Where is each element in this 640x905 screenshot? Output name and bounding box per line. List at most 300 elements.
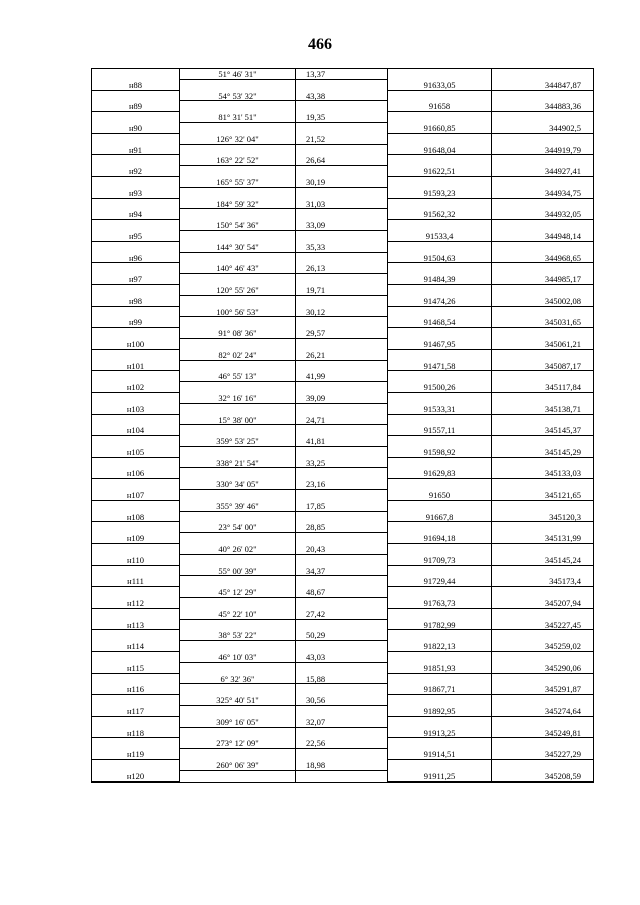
empty-cell: [492, 242, 593, 253]
point-row: [92, 188, 593, 199]
segment-row: [92, 177, 593, 188]
distance-cell: 50,29: [296, 630, 388, 641]
point-name-cell: н96: [92, 253, 180, 264]
y-coordinate-cell: 345031,65: [492, 317, 593, 328]
empty-cell: [92, 371, 180, 382]
empty-cell: [296, 361, 388, 372]
empty-cell: [180, 663, 296, 674]
bearing-cell: 163° 22' 52": [180, 155, 296, 166]
empty-cell: [296, 317, 388, 328]
empty-cell: [180, 684, 296, 695]
segment-row: [92, 674, 593, 685]
empty-cell: [92, 760, 180, 771]
distance-cell: 43,03: [296, 652, 388, 663]
distance-cell: 31,03: [296, 199, 388, 210]
empty-cell: [180, 728, 296, 739]
x-coordinate-cell: 91822,13: [388, 641, 492, 652]
bearing-cell: 46° 55' 13": [180, 371, 296, 382]
segment-row: [92, 112, 593, 123]
segment-row: [92, 307, 593, 318]
empty-cell: [92, 263, 180, 274]
point-row: [92, 166, 593, 177]
y-coordinate-cell: 344968,65: [492, 253, 593, 264]
point-row: [92, 771, 593, 782]
segment-row: [92, 544, 593, 555]
empty-cell: [388, 134, 492, 145]
bearing-cell: 140° 46' 43": [180, 263, 296, 274]
empty-cell: [180, 771, 296, 782]
bearing-cell: 82° 02' 24": [180, 350, 296, 361]
segment-row: [92, 220, 593, 231]
point-row: [92, 490, 593, 501]
empty-cell: [180, 145, 296, 156]
point-row: [92, 339, 593, 350]
bearing-cell: 144° 30' 54": [180, 242, 296, 253]
distance-cell: 26,13: [296, 263, 388, 274]
empty-cell: [492, 263, 593, 274]
point-name-cell: н117: [92, 706, 180, 717]
empty-cell: [180, 706, 296, 717]
distance-cell: 30,19: [296, 177, 388, 188]
empty-cell: [492, 177, 593, 188]
distance-cell: 27,42: [296, 609, 388, 620]
point-row: [92, 101, 593, 112]
empty-cell: [92, 242, 180, 253]
empty-cell: [388, 760, 492, 771]
segment-row: [92, 458, 593, 469]
empty-cell: [180, 253, 296, 264]
point-name-cell: н114: [92, 641, 180, 652]
empty-cell: [180, 576, 296, 587]
empty-cell: [388, 436, 492, 447]
empty-cell: [296, 555, 388, 566]
empty-cell: [388, 479, 492, 490]
empty-cell: [92, 630, 180, 641]
point-row: [92, 555, 593, 566]
empty-cell: [492, 436, 593, 447]
point-name-cell: н118: [92, 728, 180, 739]
y-coordinate-cell: 344934,75: [492, 188, 593, 199]
y-coordinate-cell: 345117,84: [492, 382, 593, 393]
empty-cell: [492, 760, 593, 771]
bearing-cell: 273° 12' 09": [180, 738, 296, 749]
empty-cell: [388, 522, 492, 533]
y-coordinate-cell: 345227,45: [492, 620, 593, 631]
y-coordinate-cell: 345291,87: [492, 684, 593, 695]
segment-row: [92, 609, 593, 620]
empty-cell: [296, 533, 388, 544]
point-row: [92, 231, 593, 242]
y-coordinate-cell: 345133,03: [492, 468, 593, 479]
empty-cell: [388, 393, 492, 404]
point-name-cell: н97: [92, 274, 180, 285]
empty-cell: [388, 242, 492, 253]
empty-cell: [92, 328, 180, 339]
page-number: 466: [308, 36, 332, 53]
empty-cell: [92, 501, 180, 512]
point-name-cell: н91: [92, 145, 180, 156]
empty-cell: [92, 566, 180, 577]
empty-cell: [388, 155, 492, 166]
bearing-cell: 15° 38' 00": [180, 415, 296, 426]
point-row: [92, 425, 593, 436]
empty-cell: [296, 512, 388, 523]
coordinates-table: [91, 68, 594, 783]
empty-cell: [492, 652, 593, 663]
distance-cell: 43,38: [296, 91, 388, 102]
point-name-cell: н111: [92, 576, 180, 587]
segment-row: [92, 242, 593, 253]
empty-cell: [388, 609, 492, 620]
distance-cell: 21,52: [296, 134, 388, 145]
empty-cell: [388, 566, 492, 577]
empty-cell: [388, 307, 492, 318]
y-coordinate-cell: 344927,41: [492, 166, 593, 177]
empty-cell: [180, 490, 296, 501]
empty-cell: [492, 674, 593, 685]
empty-cell: [296, 209, 388, 220]
x-coordinate-cell: 91593,23: [388, 188, 492, 199]
point-name-cell: н102: [92, 382, 180, 393]
y-coordinate-cell: 345290,06: [492, 663, 593, 674]
empty-cell: [492, 307, 593, 318]
empty-cell: [92, 350, 180, 361]
empty-cell: [92, 112, 180, 123]
empty-cell: [180, 274, 296, 285]
segment-row: [92, 263, 593, 274]
empty-cell: [92, 436, 180, 447]
distance-cell: 18,98: [296, 760, 388, 771]
empty-cell: [92, 674, 180, 685]
distance-cell: 26,21: [296, 350, 388, 361]
x-coordinate-cell: 91851,93: [388, 663, 492, 674]
segment-row: [92, 328, 593, 339]
x-coordinate-cell: 91562,32: [388, 209, 492, 220]
point-name-cell: н113: [92, 620, 180, 631]
empty-cell: [180, 620, 296, 631]
x-coordinate-cell: 91660,85: [388, 123, 492, 134]
empty-cell: [92, 695, 180, 706]
bearing-cell: 45° 12' 29": [180, 587, 296, 598]
empty-cell: [296, 641, 388, 652]
x-coordinate-cell: 91694,18: [388, 533, 492, 544]
empty-cell: [180, 447, 296, 458]
y-coordinate-cell: 345087,17: [492, 361, 593, 372]
empty-cell: [92, 522, 180, 533]
x-coordinate-cell: 91782,99: [388, 620, 492, 631]
distance-cell: 29,57: [296, 328, 388, 339]
empty-cell: [180, 598, 296, 609]
point-name-cell: н90: [92, 123, 180, 134]
segment-row: [92, 522, 593, 533]
y-coordinate-cell: 344883,36: [492, 101, 593, 112]
empty-cell: [180, 468, 296, 479]
distance-cell: 15,88: [296, 674, 388, 685]
x-coordinate-cell: 91892,95: [388, 706, 492, 717]
point-name-cell: н98: [92, 296, 180, 307]
point-name-cell: н89: [92, 101, 180, 112]
segment-row: [92, 134, 593, 145]
empty-cell: [92, 393, 180, 404]
empty-cell: [492, 479, 593, 490]
empty-cell: [180, 296, 296, 307]
distance-cell: 33,25: [296, 458, 388, 469]
empty-cell: [492, 91, 593, 102]
empty-cell: [388, 738, 492, 749]
point-row: [92, 468, 593, 479]
empty-cell: [492, 522, 593, 533]
empty-cell: [388, 285, 492, 296]
empty-cell: [388, 263, 492, 274]
empty-cell: [296, 576, 388, 587]
segment-row: [92, 415, 593, 426]
point-name-cell: н103: [92, 404, 180, 415]
empty-cell: [388, 199, 492, 210]
y-coordinate-cell: 345145,37: [492, 425, 593, 436]
empty-cell: [180, 80, 296, 91]
distance-cell: 35,33: [296, 242, 388, 253]
empty-cell: [492, 717, 593, 728]
empty-cell: [492, 393, 593, 404]
empty-cell: [388, 328, 492, 339]
segment-row: [92, 155, 593, 166]
point-name-cell: н115: [92, 663, 180, 674]
segment-row: [92, 285, 593, 296]
empty-cell: [492, 544, 593, 555]
point-name-cell: н92: [92, 166, 180, 177]
bearing-cell: 260° 06' 39": [180, 760, 296, 771]
distance-cell: 41,81: [296, 436, 388, 447]
empty-cell: [92, 717, 180, 728]
point-name-cell: н108: [92, 512, 180, 523]
empty-cell: [92, 587, 180, 598]
empty-cell: [180, 641, 296, 652]
empty-cell: [180, 123, 296, 134]
x-coordinate-cell: 91474,26: [388, 296, 492, 307]
y-coordinate-cell: 345145,24: [492, 555, 593, 566]
point-row: [92, 749, 593, 760]
bearing-cell: 91° 08' 36": [180, 328, 296, 339]
empty-cell: [92, 155, 180, 166]
bearing-cell: 330° 34' 05": [180, 479, 296, 490]
y-coordinate-cell: 345259,02: [492, 641, 593, 652]
y-coordinate-cell: 345121,65: [492, 490, 593, 501]
point-row: [92, 728, 593, 739]
empty-cell: [492, 695, 593, 706]
empty-cell: [92, 134, 180, 145]
empty-cell: [180, 339, 296, 350]
bearing-cell: 40° 26' 02": [180, 544, 296, 555]
empty-cell: [180, 533, 296, 544]
x-coordinate-cell: 91533,4: [388, 231, 492, 242]
empty-cell: [492, 609, 593, 620]
empty-cell: [388, 674, 492, 685]
point-name-cell: н88: [92, 80, 180, 91]
empty-cell: [180, 512, 296, 523]
empty-cell: [388, 630, 492, 641]
empty-cell: [92, 609, 180, 620]
empty-cell: [492, 587, 593, 598]
x-coordinate-cell: 91557,11: [388, 425, 492, 436]
empty-cell: [296, 771, 388, 782]
y-coordinate-cell: 345227,29: [492, 749, 593, 760]
distance-cell: 30,12: [296, 307, 388, 318]
point-row: [92, 296, 593, 307]
distance-cell: 13,37: [296, 69, 388, 80]
y-coordinate-cell: 345145,29: [492, 447, 593, 458]
point-row: [92, 620, 593, 631]
empty-cell: [296, 447, 388, 458]
distance-cell: 32,07: [296, 717, 388, 728]
y-coordinate-cell: 344919,79: [492, 145, 593, 156]
x-coordinate-cell: 91911,25: [388, 771, 492, 782]
point-row: [92, 684, 593, 695]
distance-cell: 41,99: [296, 371, 388, 382]
empty-cell: [492, 112, 593, 123]
empty-cell: [92, 91, 180, 102]
empty-cell: [180, 555, 296, 566]
x-coordinate-cell: 91500,26: [388, 382, 492, 393]
y-coordinate-cell: 345207,94: [492, 598, 593, 609]
distance-cell: 33,09: [296, 220, 388, 231]
x-coordinate-cell: 91867,71: [388, 684, 492, 695]
empty-cell: [92, 307, 180, 318]
segment-row: [92, 91, 593, 102]
bearing-cell: 55° 00' 39": [180, 566, 296, 577]
x-coordinate-cell: 91914,51: [388, 749, 492, 760]
point-name-cell: н119: [92, 749, 180, 760]
empty-cell: [296, 274, 388, 285]
bearing-cell: 46° 10' 03": [180, 652, 296, 663]
empty-cell: [296, 663, 388, 674]
empty-cell: [492, 371, 593, 382]
empty-cell: [388, 415, 492, 426]
empty-cell: [180, 231, 296, 242]
bearing-cell: 338° 21' 54": [180, 458, 296, 469]
x-coordinate-cell: 91504,63: [388, 253, 492, 264]
point-row: [92, 123, 593, 134]
empty-cell: [388, 695, 492, 706]
empty-cell: [388, 91, 492, 102]
empty-cell: [296, 166, 388, 177]
empty-cell: [492, 134, 593, 145]
empty-cell: [388, 587, 492, 598]
point-name-cell: н112: [92, 598, 180, 609]
segment-row: [92, 566, 593, 577]
distance-cell: 39,09: [296, 393, 388, 404]
distance-cell: 23,16: [296, 479, 388, 490]
point-name-cell: н105: [92, 447, 180, 458]
y-coordinate-cell: 345208,59: [492, 771, 593, 782]
bearing-cell: 23° 54' 00": [180, 522, 296, 533]
y-coordinate-cell: 345002,08: [492, 296, 593, 307]
empty-cell: [492, 630, 593, 641]
empty-cell: [492, 285, 593, 296]
empty-cell: [180, 361, 296, 372]
distance-cell: 19,35: [296, 112, 388, 123]
empty-cell: [492, 220, 593, 231]
segment-row: [92, 501, 593, 512]
x-coordinate-cell: 91471,58: [388, 361, 492, 372]
point-name-cell: н110: [92, 555, 180, 566]
distance-cell: 30,56: [296, 695, 388, 706]
bearing-cell: 126° 32' 04": [180, 134, 296, 145]
empty-cell: [92, 199, 180, 210]
bearing-cell: 184° 59' 32": [180, 199, 296, 210]
empty-cell: [180, 382, 296, 393]
bearing-cell: 81° 31' 51": [180, 112, 296, 123]
empty-cell: [180, 101, 296, 112]
bearing-cell: 359° 53' 25": [180, 436, 296, 447]
point-row: [92, 447, 593, 458]
empty-cell: [296, 188, 388, 199]
y-coordinate-cell: 344847,87: [492, 80, 593, 91]
empty-cell: [296, 749, 388, 760]
x-coordinate-cell: 91484,39: [388, 274, 492, 285]
x-coordinate-cell: 91709,73: [388, 555, 492, 566]
empty-cell: [388, 350, 492, 361]
point-row: [92, 533, 593, 544]
x-coordinate-cell: 91650: [388, 490, 492, 501]
bearing-cell: 54° 53' 32": [180, 91, 296, 102]
point-name-cell: н100: [92, 339, 180, 350]
point-name-cell: н116: [92, 684, 180, 695]
empty-cell: [296, 490, 388, 501]
point-row: [92, 706, 593, 717]
empty-cell: [296, 296, 388, 307]
point-row: [92, 641, 593, 652]
empty-cell: [296, 339, 388, 350]
segment-row: [92, 479, 593, 490]
point-row: [92, 576, 593, 587]
point-row: [92, 404, 593, 415]
x-coordinate-cell: 91598,92: [388, 447, 492, 458]
segment-row: [92, 350, 593, 361]
empty-cell: [388, 501, 492, 512]
x-coordinate-cell: 91629,83: [388, 468, 492, 479]
y-coordinate-cell: 345274,64: [492, 706, 593, 717]
point-row: [92, 382, 593, 393]
empty-cell: [492, 155, 593, 166]
empty-cell: [388, 177, 492, 188]
x-coordinate-cell: 91729,44: [388, 576, 492, 587]
empty-cell: [92, 415, 180, 426]
empty-cell: [492, 328, 593, 339]
empty-cell: [492, 566, 593, 577]
point-row: [92, 317, 593, 328]
x-coordinate-cell: 91763,73: [388, 598, 492, 609]
point-name-cell: н93: [92, 188, 180, 199]
bearing-cell: 355° 39' 46": [180, 501, 296, 512]
segment-row: [92, 199, 593, 210]
point-row: [92, 663, 593, 674]
segment-row: [92, 630, 593, 641]
bearing-cell: 6° 32' 36": [180, 674, 296, 685]
segment-row: [92, 652, 593, 663]
empty-cell: [92, 177, 180, 188]
empty-cell: [388, 652, 492, 663]
empty-cell: [388, 112, 492, 123]
empty-cell: [388, 69, 492, 80]
distance-cell: 24,71: [296, 415, 388, 426]
empty-cell: [92, 544, 180, 555]
empty-cell: [92, 738, 180, 749]
x-coordinate-cell: 91913,25: [388, 728, 492, 739]
bearing-cell: 51° 46' 31": [180, 69, 296, 80]
x-coordinate-cell: 91633,05: [388, 80, 492, 91]
empty-cell: [492, 350, 593, 361]
empty-cell: [296, 231, 388, 242]
